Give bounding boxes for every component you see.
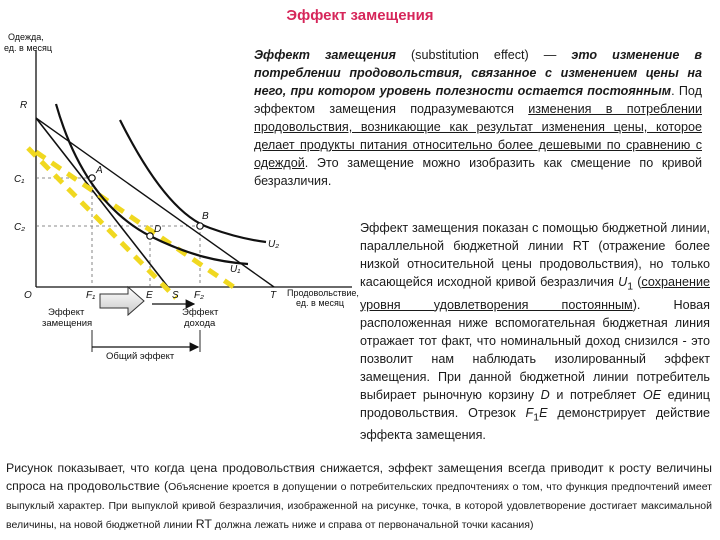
x-axis-label: Продовольствие, xyxy=(287,288,359,298)
conclusion-note-2: должна лежать ниже и справа от первоначальной точки касания) xyxy=(211,519,534,531)
conclusion-note: Объяснение кроется в допущении о потребительских предпочтениях о том, что функция предпочтений имеет выпуклый характер. При выпуклой кривой безразличия, изображенной на рисунке, точка, в которой удовлетворение достигает максимальной величины, на новой бюджетной линии xyxy=(6,481,712,531)
label-b: B xyxy=(202,211,209,222)
definition-underlined: изменения в потреблении продовольствия, возникающие как результат изменения цены, которое делает продукты питания относительно более дешевыми по сравнению с одеждой xyxy=(254,102,702,170)
income-effect-label: Эффект xyxy=(182,307,219,318)
term-english: (substitution effect) — xyxy=(395,48,572,62)
label-a: A xyxy=(96,165,103,176)
definition: это изменение в потреблении продовольствия, связанное с изменением цены на него, при котором уровень полезности остается постоянным xyxy=(254,48,703,98)
explanation-text-3: ). Новая расположенная ниже вспомогательная бюджетная линия отражает тот факт, что номинальный доход снизился - это позволит нам наблюдать изолированный эффект замещения. При данной бюджетной линии потребитель выбирает рыночную корзину xyxy=(360,297,710,402)
conclusion-main: Рисунок показывает, что когда цена продовольствия снижается, эффект замещения всегда приводит к росту величины спроса на продовольствие ( xyxy=(6,461,712,493)
point-a xyxy=(89,175,95,181)
explanation-e: E xyxy=(539,405,548,420)
explanation-underlined: сохранение уровня удовлетворения постоянным xyxy=(360,275,710,312)
substitution-effect-label-2: замещения xyxy=(42,318,93,329)
term: Эффект замещения xyxy=(254,48,396,62)
explanation-text-4: и потребляет xyxy=(549,387,643,402)
substitution-effect-label: Эффект xyxy=(48,307,85,318)
label-c1: C₁ xyxy=(14,174,25,185)
explanation-text-2: ( xyxy=(633,275,642,289)
label-c2: C₂ xyxy=(14,222,26,233)
conclusion-paragraph xyxy=(6,459,712,534)
budget-line-rt xyxy=(36,118,274,287)
y-axis-label: Одежда, xyxy=(8,32,44,42)
label-u2: U₂ xyxy=(268,239,280,250)
label-t: T xyxy=(270,290,277,301)
explanation-text-6: демонстрирует действие эффекта замещения. xyxy=(360,405,710,443)
explanation-f: F xyxy=(525,405,534,420)
definition-mid: . Под эффектом замещения подразумеваются xyxy=(254,84,702,116)
label-s: S xyxy=(172,290,179,301)
explanation-text-5: единиц продовольствия. Отрезок xyxy=(360,387,710,420)
definition-paragraph xyxy=(254,46,702,190)
point-b xyxy=(197,223,203,229)
definition-tail: . Это замещение можно изобразить как смещение по кривой безразличия. xyxy=(254,156,702,188)
label-f1: F₁ xyxy=(86,290,96,301)
explanation-u: U xyxy=(618,275,628,289)
y-axis-label-units: ед. в месяц xyxy=(4,43,53,53)
indifference-curve-u2 xyxy=(120,120,266,242)
explanation-paragraph xyxy=(360,219,710,444)
label-origin: O xyxy=(24,290,32,301)
explanation-d: D xyxy=(540,387,550,402)
explanation-oe: OE xyxy=(642,387,662,402)
substitution-effect-arrow xyxy=(100,287,144,315)
x-axis-label-units: ед. в месяц xyxy=(296,298,345,308)
label-u1: U₁ xyxy=(230,264,241,275)
explanation-f-sub: 1 xyxy=(533,411,540,424)
label-d: D xyxy=(154,224,162,235)
total-effect-label: Общий эффект xyxy=(106,351,175,362)
conclusion-rt: RT xyxy=(195,517,212,531)
label-f2: F₂ xyxy=(194,290,204,301)
explanation-u-sub: 1 xyxy=(627,280,634,293)
label-e: E xyxy=(146,290,153,301)
point-d xyxy=(147,233,153,239)
budget-line-rs xyxy=(36,118,168,287)
income-effect-label-2: дохода xyxy=(184,318,216,329)
explanation-text-1: Эффект замещения показан с помощью бюджетной линии, параллельной бюджетной линии RT (отражение более низкой относительной цены продовольствия), но только касающейся исходной кривой безразличия xyxy=(360,221,710,289)
label-r: R xyxy=(20,100,28,111)
page-title: Эффект замещения xyxy=(286,7,434,24)
